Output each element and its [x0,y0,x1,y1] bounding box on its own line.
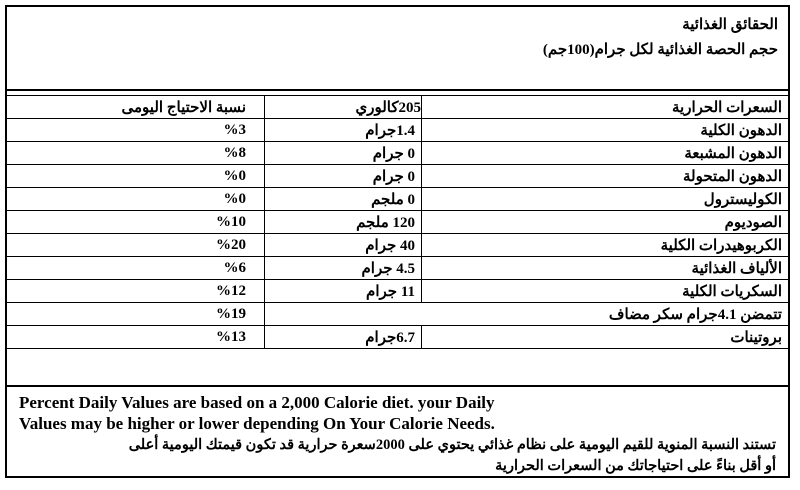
serving-size: حجم الحصة الغذائية لكل جرام(100جم) [542,42,778,58]
nutrition-facts-panel [5,5,790,478]
nutrient-name: الألياف الغذائية [422,257,789,280]
footnote-english-line-2: Values may be higher or lower depending On Your Calorie Needs. [19,414,495,433]
table-row [7,257,788,280]
daily-value-header: نسبة الاحتياج اليومى [7,96,265,119]
table-row [7,119,788,142]
added-sugar-text: تتمضن 4.1جرام سكر مضاف [265,303,789,326]
table-row [7,211,788,234]
added-sugar-row [7,303,788,326]
nutrient-name: الكوليسترول [422,188,789,211]
footnote-arabic-line-2: أو أقل بناءً على احتياجاتك من السعرات الحرارية [495,458,776,474]
protein-amount: 6.7جرام [265,326,422,349]
protein-name: بروتينات [422,326,789,349]
nutrient-amount: 0 ملجم [265,188,422,211]
nutrient-name: الدهون المشبعة [422,142,789,165]
added-sugar-daily-value: %19 [7,303,265,326]
calories-label: السعرات الحرارية [422,96,789,119]
nutrient-name: الكربوهيدرات الكلية [422,234,789,257]
nutrient-name: الدهون الكلية [422,119,789,142]
table-row [7,165,788,188]
nutrient-amount: 0 جرام [265,142,422,165]
nutrient-amount: 4.5 جرام [265,257,422,280]
nutrient-amount: 1.4جرام [265,119,422,142]
protein-row [7,326,788,349]
table-row [7,234,788,257]
footnote-section [7,385,788,480]
nutrient-daily-value: %6 [7,257,265,280]
nutrient-daily-value: %10 [7,211,265,234]
page-title: الحقائق الغذائية [682,17,778,33]
table-row [7,280,788,303]
nutrient-name: السكريات الكلية [422,280,789,303]
nutrient-daily-value: %12 [7,280,265,303]
nutrition-table [7,95,788,349]
table-row [7,188,788,211]
nutrient-daily-value: %20 [7,234,265,257]
calories-value: 205كالوري [265,96,422,119]
nutrient-amount: 0 جرام [265,165,422,188]
nutrient-name: الصوديوم [422,211,789,234]
nutrient-daily-value: %0 [7,188,265,211]
calories-header-row [7,96,788,119]
nutrient-daily-value: %3 [7,119,265,142]
footnote-arabic-line-1: تستند النسبة المنوية للقيم اليومية على نظام غذائي يحتوي على 2000سعرة حرارية قد تكون قيمتك اليومية أعلى [128,437,776,453]
nutrient-name: الدهون المتحولة [422,165,789,188]
nutrient-daily-value: %0 [7,165,265,188]
protein-daily-value: %13 [7,326,265,349]
nutrient-amount: 120 ملجم [265,211,422,234]
nutrient-amount: 11 جرام [265,280,422,303]
table-row [7,142,788,165]
nutrient-daily-value: %8 [7,142,265,165]
header-section [7,7,788,91]
nutrient-amount: 40 جرام [265,234,422,257]
footnote-english-line-1: Percent Daily Values are based on a 2,000 Calorie diet. your Daily [19,393,495,412]
